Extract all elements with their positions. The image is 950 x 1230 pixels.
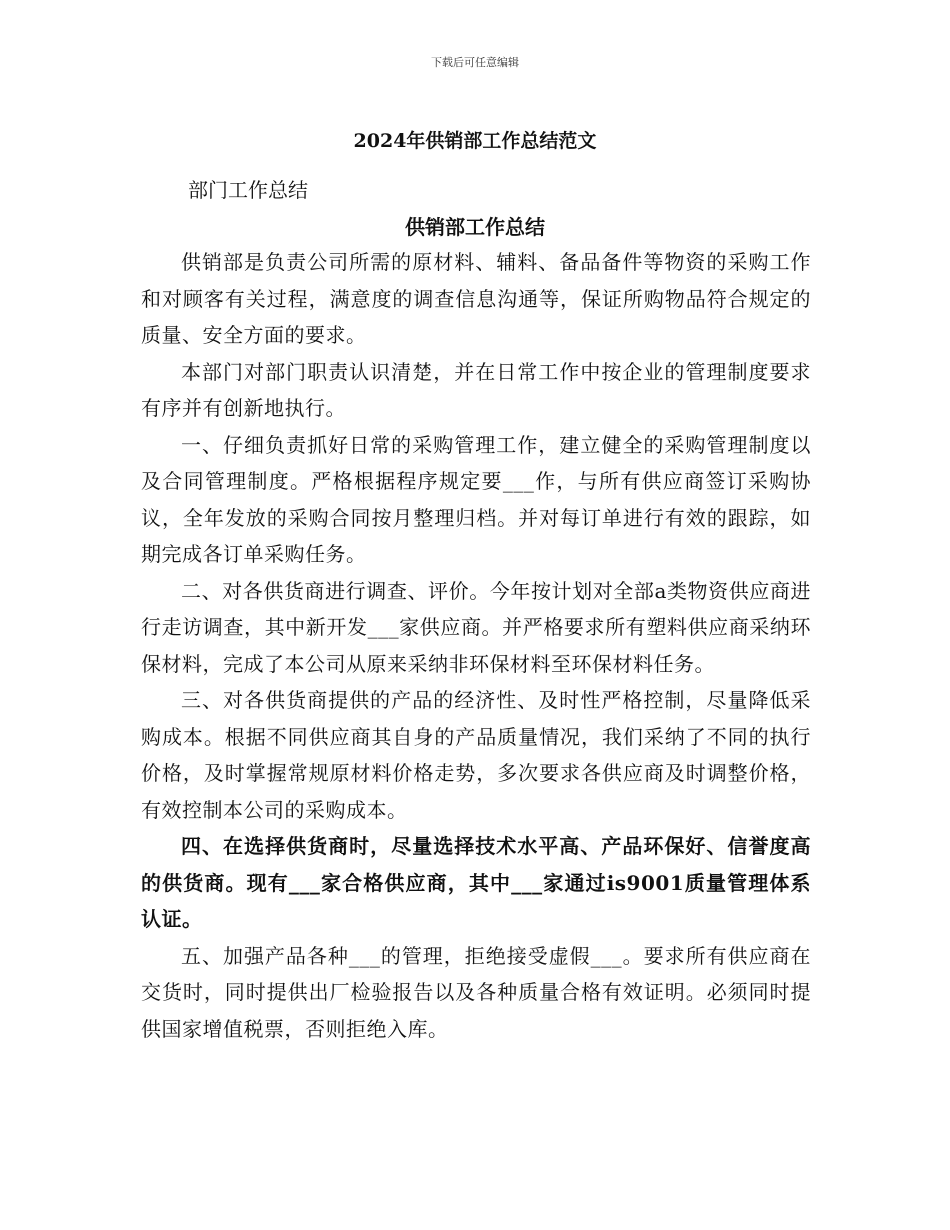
section-heading: 供销部工作总结: [405, 215, 545, 239]
paragraph-intro: 供销部是负责公司所需的原材料、辅料、备品备件等物资的采购工作和对顾客有关过程，满意度的调查信息沟通等，保证所购物品符合规定的质量、安全方面的要求。: [141, 250, 811, 347]
paragraph-item-5: 五、加强产品各种___的管理，拒绝接受虚假___。要求所有供应商在交货时，同时提供出厂检验报告以及各种质量合格有效证明。必须同时提供国家增值税票，否则拒绝入库。: [141, 943, 811, 1041]
paragraph-item-4: 四、在选择供货商时，尽量选择技术水平高、产品环保好、信誉度高的供货商。现有___家合格供应商，其中___家通过is9001质量管理体系认证。: [141, 834, 811, 931]
body-text: [141, 244, 811, 1047]
paragraph-responsibility: 本部门对部门职责认识清楚，并在日常工作中按企业的管理制度要求有序并有创新地执行。: [141, 359, 811, 420]
header-note: 下载后可任意编辑: [431, 56, 519, 69]
document-title: 2024年供销部工作总结范文: [353, 130, 597, 152]
department-label: 部门工作总结: [188, 178, 308, 202]
paragraph-item-3: 三、对各供货商提供的产品的经济性、及时性严格控制，尽量降低采购成本。根据不同供应商其自身的产品质量情况，我们采纳了不同的执行价格，及时掌握常规原材料价格走势，多次要求各供应商及时调整价格，有效控制本公司的采购成本。: [141, 688, 811, 822]
paragraph-item-2: 二、对各供货商进行调查、评价。今年按计划对全部a类物资供应商进行走访调查，其中新开发___家供应商。并严格要求所有塑料供应商采纳环保材料，完成了本公司从原来采纳非环保材料至环保材料任务。: [141, 578, 811, 676]
paragraph-item-1: 一、仔细负责抓好日常的采购管理工作，建立健全的采购管理制度以及合同管理制度。严格根据程序规定要___作，与所有供应商签订采购协议，全年发放的采购合同按月整理归档。并对每订单进行有效的跟踪，如期完成各订单采购任务。: [141, 432, 811, 566]
